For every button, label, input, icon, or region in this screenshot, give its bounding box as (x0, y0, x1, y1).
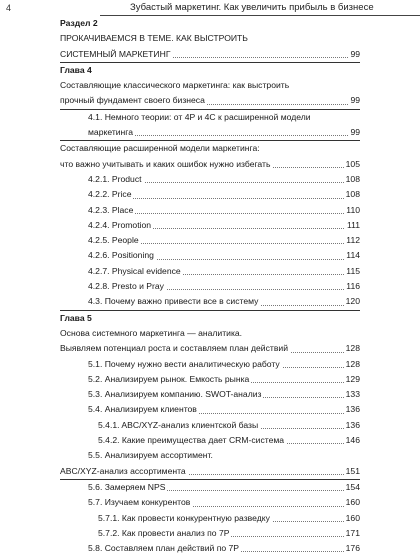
page-ref: 99 (348, 125, 360, 140)
toc-entry: 4.2.6. Positioning 114 (60, 248, 360, 263)
page-ref: 115 (344, 264, 360, 279)
part-title: Раздел 2 (60, 18, 98, 28)
part-heading-entry: СИСТЕМНЫЙ МАРКЕТИНГ 99 (60, 47, 360, 63)
toc-entry: 4.2.7. Physical evidence 115 (60, 264, 360, 279)
page-ref: 136 (344, 418, 360, 433)
page-ref: 105 (344, 157, 360, 172)
page-ref: 116 (344, 279, 360, 294)
page-ref: 110 (344, 203, 360, 218)
page-ref: 99 (348, 93, 360, 108)
chapter-4-title-line: Составляющие классического маркетинга: как выстроить (60, 80, 290, 91)
toc-entry: 4.2.3. Place 110 (60, 203, 360, 218)
section-4-2-entry: что важно учитывать и каких ошибок нужно избегать 105 (60, 157, 360, 172)
page-ref: 111 (345, 218, 360, 233)
page-ref: 151 (344, 464, 360, 479)
toc-entry: 4.2.1. Product 108 (60, 172, 360, 187)
page-ref: 108 (344, 172, 360, 187)
page-ref: 120 (344, 294, 360, 309)
toc-entry: 4.2.5. People 112 (60, 233, 360, 248)
toc-entry: 5.1. Почему нужно вести аналитическую работу 128 (60, 357, 360, 372)
running-title: Зубастый маркетинг. Как увеличить прибыль в бизнесе (130, 2, 374, 13)
toc-entry: 5.2. Анализируем рынок. Емкость рынка 129 (60, 372, 360, 387)
toc-entry: 5.3. Анализируем компанию. SWOT-анализ 133 (60, 387, 360, 402)
chapter-5-entry: Выявляем потенциал роста и составляем план действий 128 (60, 341, 360, 356)
chapter-5-label: Глава 5 (60, 312, 92, 323)
section-5-7-2-entry: 5.7.2. Как провести анализ по 7P 171 (60, 526, 360, 541)
page-ref: 108 (344, 187, 360, 202)
section-4-3-entry: 4.3. Почему важно привести все в систему 120 (60, 294, 360, 310)
chapter-5-title: Основа системного маркетинга — аналитика. (60, 327, 243, 338)
page-ref: 112 (344, 233, 360, 248)
page-ref: 133 (344, 387, 360, 402)
toc-entry: 4.2.4. Promotion 111 (60, 218, 360, 233)
section-5-5-entry: ABC/XYZ-анализ ассортимента 151 (60, 464, 360, 480)
part-heading-line: ПРОКАЧИВАЕМСЯ В ТЕМЕ. КАК ВЫСТРОИТЬ (60, 33, 248, 44)
table-of-contents (60, 16, 360, 556)
page-number: 4 (6, 3, 12, 13)
toc-entry: 5.7. Изучаем конкурентов 160 (60, 495, 360, 510)
page-ref: 99 (348, 47, 360, 62)
chapter-4-entry: прочный фундамент своего бизнеса 99 (60, 93, 360, 109)
section-5-5-line: 5.5. Анализируем ассортимент. (88, 450, 213, 461)
page-ref: 114 (344, 248, 360, 263)
section-5-4-2-entry: 5.4.2. Какие преимущества дает CRM-система 146 (60, 433, 360, 448)
page-ref: 171 (344, 526, 360, 541)
page-ref: 128 (344, 357, 360, 372)
section-5-4-1-entry: 5.4.1. ABC/XYZ-анализ клиентской базы 136 (60, 418, 360, 433)
page-ref: 154 (344, 480, 360, 495)
chapter-4-label: Глава 4 (60, 64, 92, 75)
page-ref: 160 (344, 511, 360, 526)
page-ref: 136 (344, 402, 360, 417)
section-5-8-entry: 5.8. Составляем план действий по 7P 176 (60, 541, 360, 556)
section-4-2-line: Составляющие расширенной модели маркетинга: (60, 143, 260, 154)
page-ref: 128 (344, 341, 360, 356)
page-ref: 129 (344, 372, 360, 387)
toc-entry: 4.2.8. Presto и Pray 116 (60, 279, 360, 294)
toc-entry: 5.6. Замеряем NPS 154 (60, 480, 360, 495)
toc-entry: 4.2.2. Price 108 (60, 187, 360, 202)
section-5-7-1-entry: 5.7.1. Как провести конкурентную разведку 160 (60, 511, 360, 526)
page-ref: 146 (344, 433, 360, 448)
section-4-1-line: 4.1. Немного теории: от 4P и 4C к расширенной модели (88, 111, 311, 122)
page-ref: 176 (344, 541, 360, 556)
toc-entry: 5.4. Анализируем клиентов 136 (60, 402, 360, 417)
section-4-1-entry: маркетинга 99 (60, 125, 360, 141)
page-ref: 160 (344, 495, 360, 510)
